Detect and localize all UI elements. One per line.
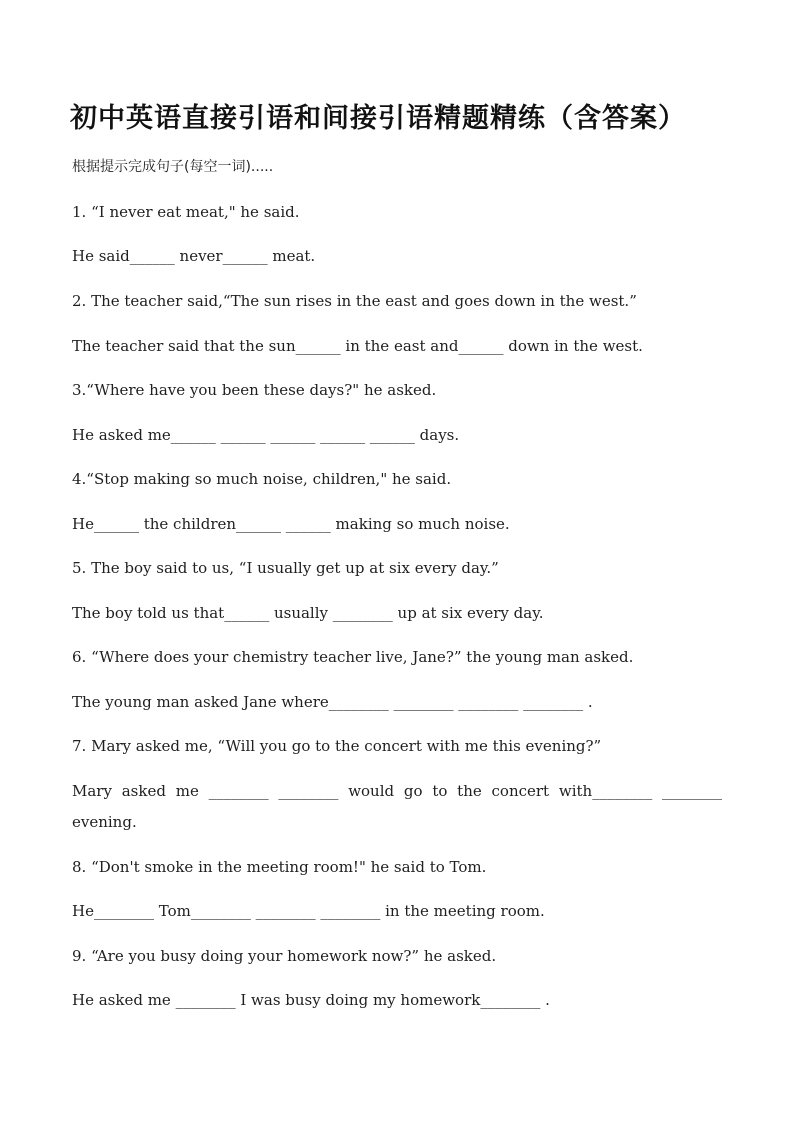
answer-5: The boy told us that______ usually ________ up at six every day.	[72, 604, 544, 622]
question-7: 7. Mary asked me, “Will you go to the concert with me this evening?”	[72, 737, 602, 755]
answer-3: He asked me______ ______ ______ ______ ______ days.	[72, 426, 460, 444]
question-2: 2. The teacher said,“The sun rises in the east and goes down in the west.”	[72, 292, 637, 310]
answer-7-continued: evening.	[72, 813, 137, 831]
answer-6: The young man asked Jane where________ ________ ________ ________ .	[72, 693, 593, 711]
page-title: 初中英语直接引语和间接引语精题精练（含答案）	[70, 103, 686, 134]
answer-9: He asked me ________ I was busy doing my homework________ .	[72, 991, 550, 1009]
question-6: 6. “Where does your chemistry teacher live, Jane?” the young man asked.	[72, 648, 634, 666]
answer-1: He said______ never______ meat.	[72, 247, 316, 265]
answer-2: The teacher said that the sun______ in the east and______ down in the west.	[72, 337, 643, 355]
instructions: 根据提示完成句子(每空一词).....	[72, 159, 274, 175]
answer-4: He______ the children______ ______ making so much noise.	[72, 515, 510, 533]
question-1: 1. “I never eat meat," he said.	[72, 203, 300, 221]
question-4: 4.“Stop making so much noise, children," he said.	[72, 470, 452, 488]
answer-8: He________ Tom________ ________ ________ in the meeting room.	[72, 902, 545, 920]
answer-7: Mary asked me ________ ________ would go to the concert with________ ________	[72, 782, 722, 800]
question-5: 5. The boy said to us, “I usually get up at six every day.”	[72, 559, 499, 577]
question-9: 9. “Are you busy doing your homework now?” he asked.	[72, 947, 497, 965]
question-3: 3.“Where have you been these days?" he asked.	[72, 381, 437, 399]
question-8: 8. “Don't smoke in the meeting room!" he said to Tom.	[72, 858, 487, 876]
